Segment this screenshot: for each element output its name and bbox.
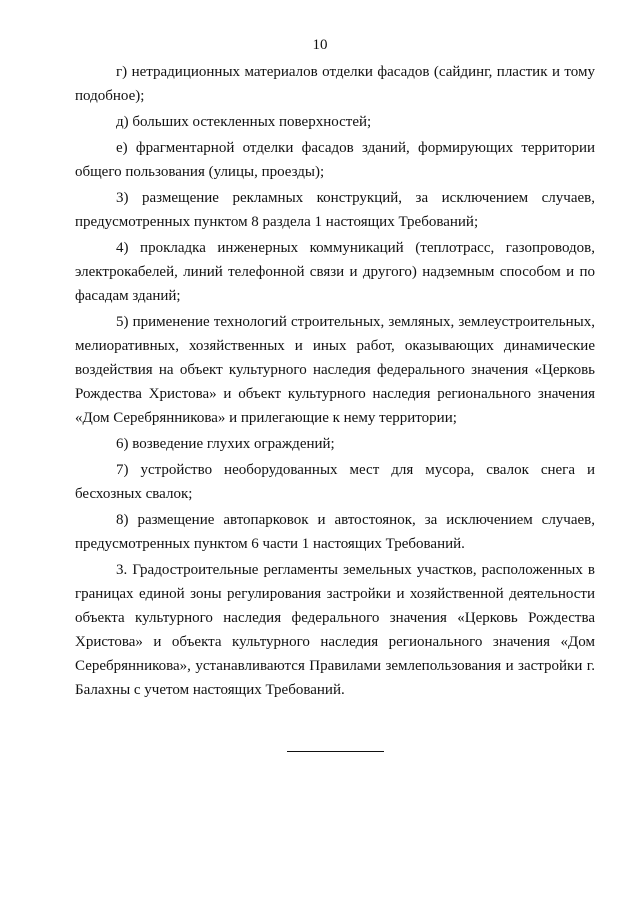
paragraph-item-3: 3) размещение рекламных конструкций, за исключением случаев, предусмотренных пунктом 8 раздела 1 настоящих Требований; — [75, 190, 595, 230]
paragraph-item-d: д) больших остекленных поверхностей; — [116, 114, 372, 130]
end-separator-line — [287, 751, 384, 752]
paragraph-item-4: 4) прокладка инженерных коммуникаций (теплотрасс, газопроводов, электрокабелей, линий телефонной связи и другого) надземным способом и по фасадам зданий; — [75, 240, 595, 304]
paragraph-item-6: 6) возведение глухих ограждений; — [116, 436, 335, 452]
paragraph-item-e: е) фрагментарной отделки фасадов зданий, формирующих территории общего пользования (улицы, проезды); — [75, 140, 595, 180]
paragraph-item-5: 5) применение технологий строительных, земляных, землеустроительных, мелиоративных, хозяйственных и иных работ, оказывающих динамические воздействия на объект культурного наследия федерального значения «Церковь Рождества Христова» и объект культурного наследия регионального значения «Дом Серебрянникова» и прилегающие к нему территории; — [75, 314, 595, 426]
paragraph-section-3: 3. Градостроительные регламенты земельных участков, расположенных в границах единой зоны регулирования застройки и хозяйственной деятельности объекта культурного наследия федерального значения «Церковь Рождества Христова» и объекта культурного наследия регионального значения «Дом Серебрянникова», устанавливаются Правилами землепользования и застройки г. Балахны с учетом настоящих Требований. — [75, 562, 595, 698]
paragraph-item-g: г) нетрадиционных материалов отделки фасадов (сайдинг, пластик и тому подобное); — [75, 64, 595, 104]
document-body — [75, 60, 595, 704]
paragraph-item-7: 7) устройство необорудованных мест для мусора, свалок снега и бесхозных свалок; — [75, 462, 595, 502]
paragraph-item-8: 8) размещение автопарковок и автостоянок, за исключением случаев, предусмотренных пунктом 6 части 1 настоящих Требований. — [75, 512, 595, 552]
page-number: 10 — [312, 37, 328, 53]
